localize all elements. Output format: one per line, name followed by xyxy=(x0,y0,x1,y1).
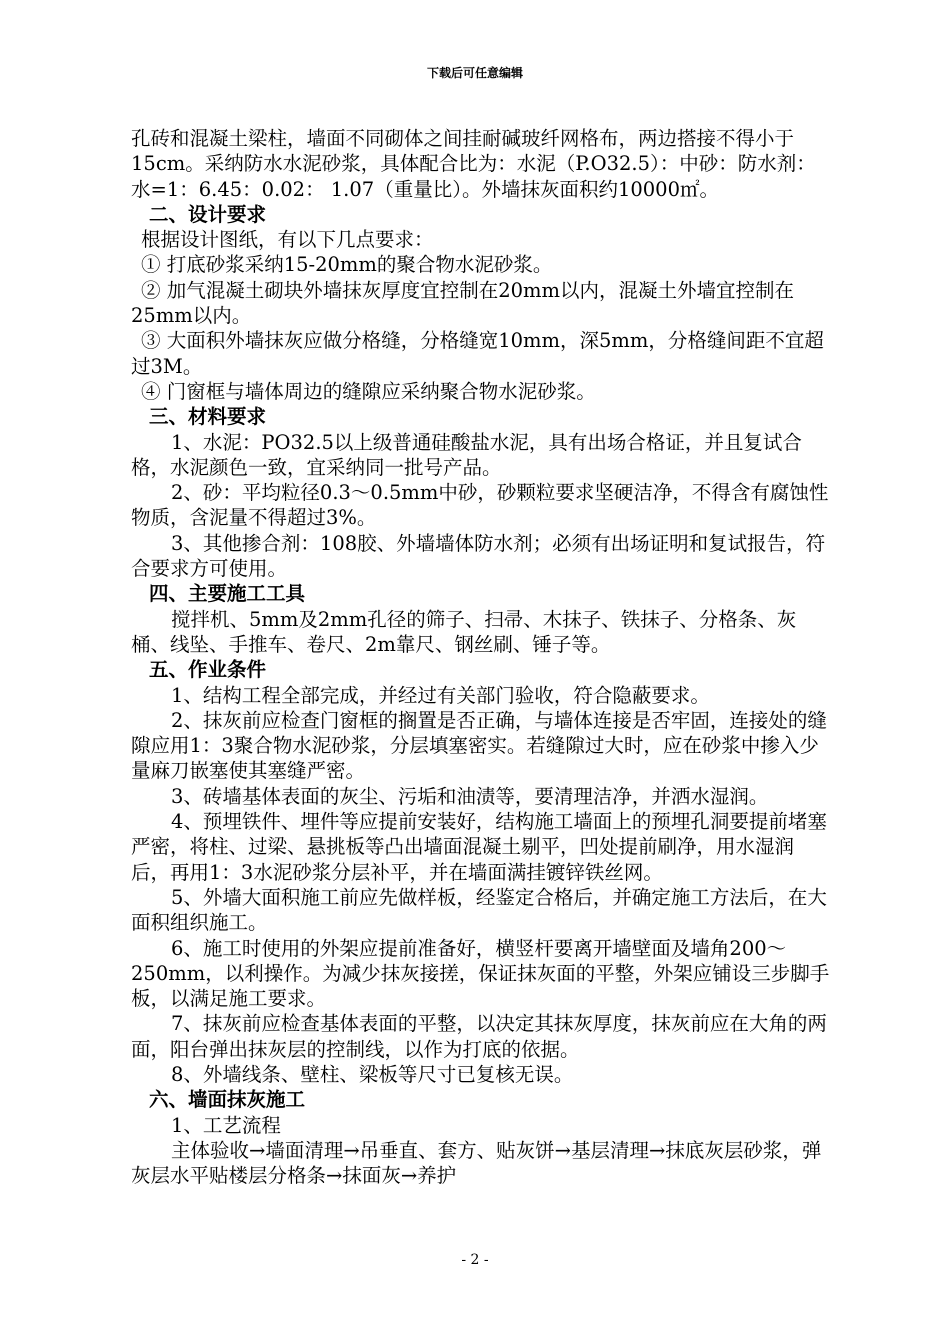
list-item: ② 加气混凝土砌块外墙抹灰厚度宜控制在20mm以内，混凝土外墙宜控制在25mm以内。 xyxy=(131,278,794,328)
paragraph: 8、外墙线条、壁柱、梁板等尺寸已复核无误。 xyxy=(171,1062,574,1086)
paragraph: 3、砖墙基体表面的灰尘、污垢和油渍等，要清理洁净，并洒水湿润。 xyxy=(171,784,769,808)
paragraph: 主体验收→墙面清理→吊垂直、套方、贴灰饼→基层清理→抹底灰层砂浆，弹灰层水平贴楼层分格条→抹面灰→养护 xyxy=(131,1138,822,1188)
paragraph: 3、其他掺合剂：108胶、外墙墙体防水剂；必须有出场证明和复试报告，符合要求方可使用。 xyxy=(131,531,826,581)
paragraph: 根据设计图纸，有以下几点要求： xyxy=(141,228,434,252)
page-header: 下载后可任意编辑 xyxy=(426,66,523,80)
list-item: ① 打底砂浆采纳15-20mm的聚合物水泥砂浆。 xyxy=(141,253,553,277)
section-heading: 二、设计要求 xyxy=(149,202,267,226)
paragraph: 1、水泥：PO32.5以上级普通硅酸盐水泥，具有出场合格证，并且复试合格，水泥颜色一致，宜采纳同一批号产品。 xyxy=(131,430,802,479)
section-heading: 五、作业条件 xyxy=(149,658,267,682)
paragraph: 2、抹灰前应检查门窗框的搁置是否正确，与墙体连接是否牢固，连接处的缝隙应用1：3聚合物水泥砂浆，分层填塞密实。若缝隙过大时，应在砂浆中掺入少量麻刀嵌塞使其塞缝严密。 xyxy=(131,708,827,783)
paragraph: 6、施工时使用的外架应提前准备好，横竖杆要离开墙壁面及墙角200～250mm，以利操作。为减少抹灰接搓，保证抹灰面的平整，外架应铺设三步脚手板，以满足施工要求。 xyxy=(131,936,830,1011)
paragraph: 1、结构工程全部完成，并经过有关部门验收，符合隐蔽要求。 xyxy=(171,683,710,707)
paragraph: 1、工艺流程 xyxy=(171,1113,281,1137)
list-item: ③ 大面积外墙抹灰应做分格缝，分格缝宽10mm，深5mm，分格缝间距不宜超过3M。 xyxy=(131,329,824,378)
document-body xyxy=(131,126,831,1188)
section-heading: 四、主要施工工具 xyxy=(149,582,306,606)
paragraph: 搅拌机、5mm及2mm孔径的筛子、扫帚、木抹子、铁抹子、分格条、灰桶、线坠、手推车、卷尺、2m靠尺、钢丝刷、锤子等。 xyxy=(131,607,797,656)
paragraph: 5、外墙大面积施工前应先做样板，经鉴定合格后，并确定施工方法后，在大面积组织施工。 xyxy=(131,885,827,935)
page-number: - 2 - xyxy=(461,1252,489,1268)
paragraph: 2、砂：平均粒径0.3～0.5mm中砂，砂颗粒要求坚硬洁净，不得含有腐蚀性物质，含泥量不得超过3%。 xyxy=(131,481,829,530)
section-heading: 三、材料要求 xyxy=(149,405,267,429)
paragraph: 孔砖和混凝土梁柱，墙面不同砌体之间挂耐碱玻纤网格布，两边搭接不得小于15cm。采纳防水水泥砂浆，具体配合比为：水泥（P.O32.5）：中砂：防水剂：水=1：6.45：0.02： 1.07（重量比）。外墙抹灰面积约10000㎡。 xyxy=(131,127,816,201)
section-heading: 六、墙面抹灰施工 xyxy=(149,1088,306,1112)
paragraph: 4、预埋铁件、埋件等应提前安装好，结构施工墙面上的预埋孔洞要提前堵塞严密，将柱、过梁、悬挑板等凸出墙面混凝土剔平，凹处提前刷净，用水湿润后，再用1：3水泥砂浆分层补平，并在墙面满挂镀锌铁丝网。 xyxy=(131,810,827,884)
list-item: ④ 门窗框与墙体周边的缝隙应采纳聚合物水泥砂浆。 xyxy=(141,379,596,403)
paragraph: 7、抹灰前应检查基体表面的平整，以决定其抹灰厚度，抹灰前应在大角的两面，阳台弹出抹灰层的控制线，以作为打底的依据。 xyxy=(131,1012,827,1061)
